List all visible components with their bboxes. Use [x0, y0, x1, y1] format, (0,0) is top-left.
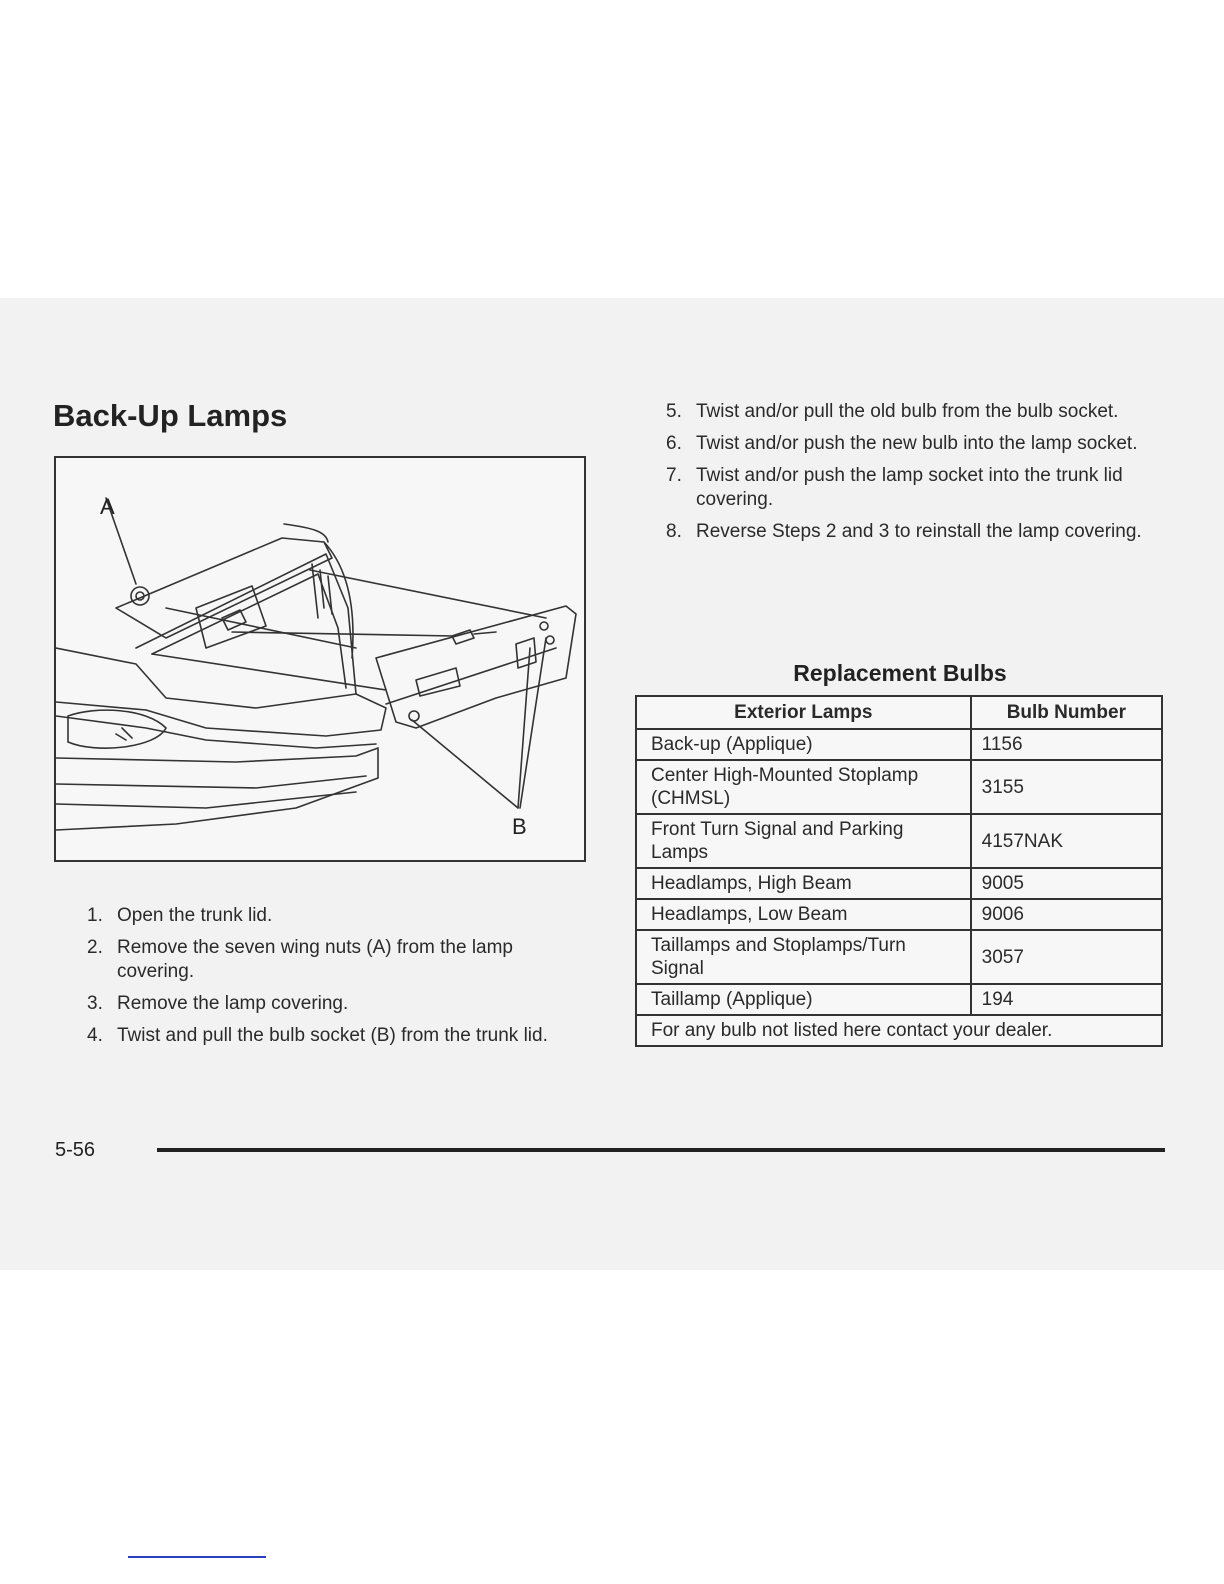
step-text: Twist and/or push the new bulb into the lamp socket.: [696, 433, 1138, 454]
step-text: Reverse Steps 2 and 3 to reinstall the lamp covering.: [696, 521, 1142, 542]
table-footer-row: [636, 1015, 1162, 1046]
bulb-number-cell: 194: [971, 984, 1162, 1015]
table-row: [636, 899, 1162, 930]
steps-list-right: [666, 400, 1166, 552]
table-row: [636, 868, 1162, 899]
table-row: [636, 930, 1162, 984]
trunk-lid-drawing: [56, 458, 586, 862]
step-item: [87, 936, 577, 984]
page-number: 5-56: [55, 1139, 96, 1161]
callout-b-label: B: [512, 814, 527, 839]
section-title: Back-Up Lamps: [53, 398, 288, 433]
table-header-row: [636, 696, 1162, 729]
step-number: 4.: [87, 1025, 103, 1046]
back-up-lamp-illustration: [54, 456, 586, 862]
steps-list-left: [87, 904, 577, 1056]
bulb-number-cell: 1156: [971, 729, 1162, 760]
lamp-cell: Taillamps and Stoplamps/Turn Signal: [636, 930, 971, 984]
lamp-cell: Front Turn Signal and Parking Lamps: [636, 814, 971, 868]
table-row: [636, 984, 1162, 1015]
step-text: Remove the seven wing nuts (A) from the lamp covering.: [117, 937, 514, 982]
step-item: [666, 520, 1166, 544]
lamp-cell: Headlamps, Low Beam: [636, 899, 971, 930]
lamp-cell: Headlamps, High Beam: [636, 868, 971, 899]
lamp-cell: Taillamp (Applique): [636, 984, 971, 1015]
step-text: Twist and pull the bulb socket (B) from the trunk lid.: [117, 1025, 548, 1046]
column-header-exterior-lamps: Exterior Lamps: [636, 696, 971, 729]
table-row: [636, 760, 1162, 814]
callout-a-label: A: [100, 494, 115, 519]
step-item: [666, 400, 1166, 424]
step-number: 3.: [87, 993, 103, 1014]
step-text: Twist and/or push the lamp socket into the trunk lid covering.: [696, 465, 1123, 510]
table-row: [636, 729, 1162, 760]
step-item: [87, 992, 577, 1016]
step-number: 8.: [666, 521, 682, 542]
step-text: Remove the lamp covering.: [117, 993, 349, 1014]
step-item: [87, 1024, 577, 1048]
footer-rule: [157, 1148, 1165, 1152]
step-number: 5.: [666, 401, 682, 422]
bulb-number-cell: 4157NAK: [971, 814, 1162, 868]
replacement-bulbs-table: [635, 695, 1163, 1047]
step-item: [87, 904, 577, 928]
step-text: Open the trunk lid.: [117, 905, 273, 926]
table-footer-note: For any bulb not listed here contact your dealer.: [636, 1015, 1162, 1046]
step-item: [666, 432, 1166, 456]
table-row: [636, 814, 1162, 868]
lamp-cell: Back-up (Applique): [636, 729, 971, 760]
lamp-cell: Center High-Mounted Stoplamp (CHMSL): [636, 760, 971, 814]
table-title: Replacement Bulbs: [793, 660, 1007, 686]
step-number: 7.: [666, 465, 682, 486]
link-underline[interactable]: [128, 1556, 266, 1558]
step-number: 6.: [666, 433, 682, 454]
step-number: 1.: [87, 905, 103, 926]
step-text: Twist and/or pull the old bulb from the bulb socket.: [696, 401, 1119, 422]
column-header-bulb-number: Bulb Number: [971, 696, 1162, 729]
bulb-number-cell: 9005: [971, 868, 1162, 899]
step-item: [666, 464, 1166, 512]
step-number: 2.: [87, 937, 103, 958]
bulb-number-cell: 3155: [971, 760, 1162, 814]
bulb-number-cell: 9006: [971, 899, 1162, 930]
bulb-number-cell: 3057: [971, 930, 1162, 984]
